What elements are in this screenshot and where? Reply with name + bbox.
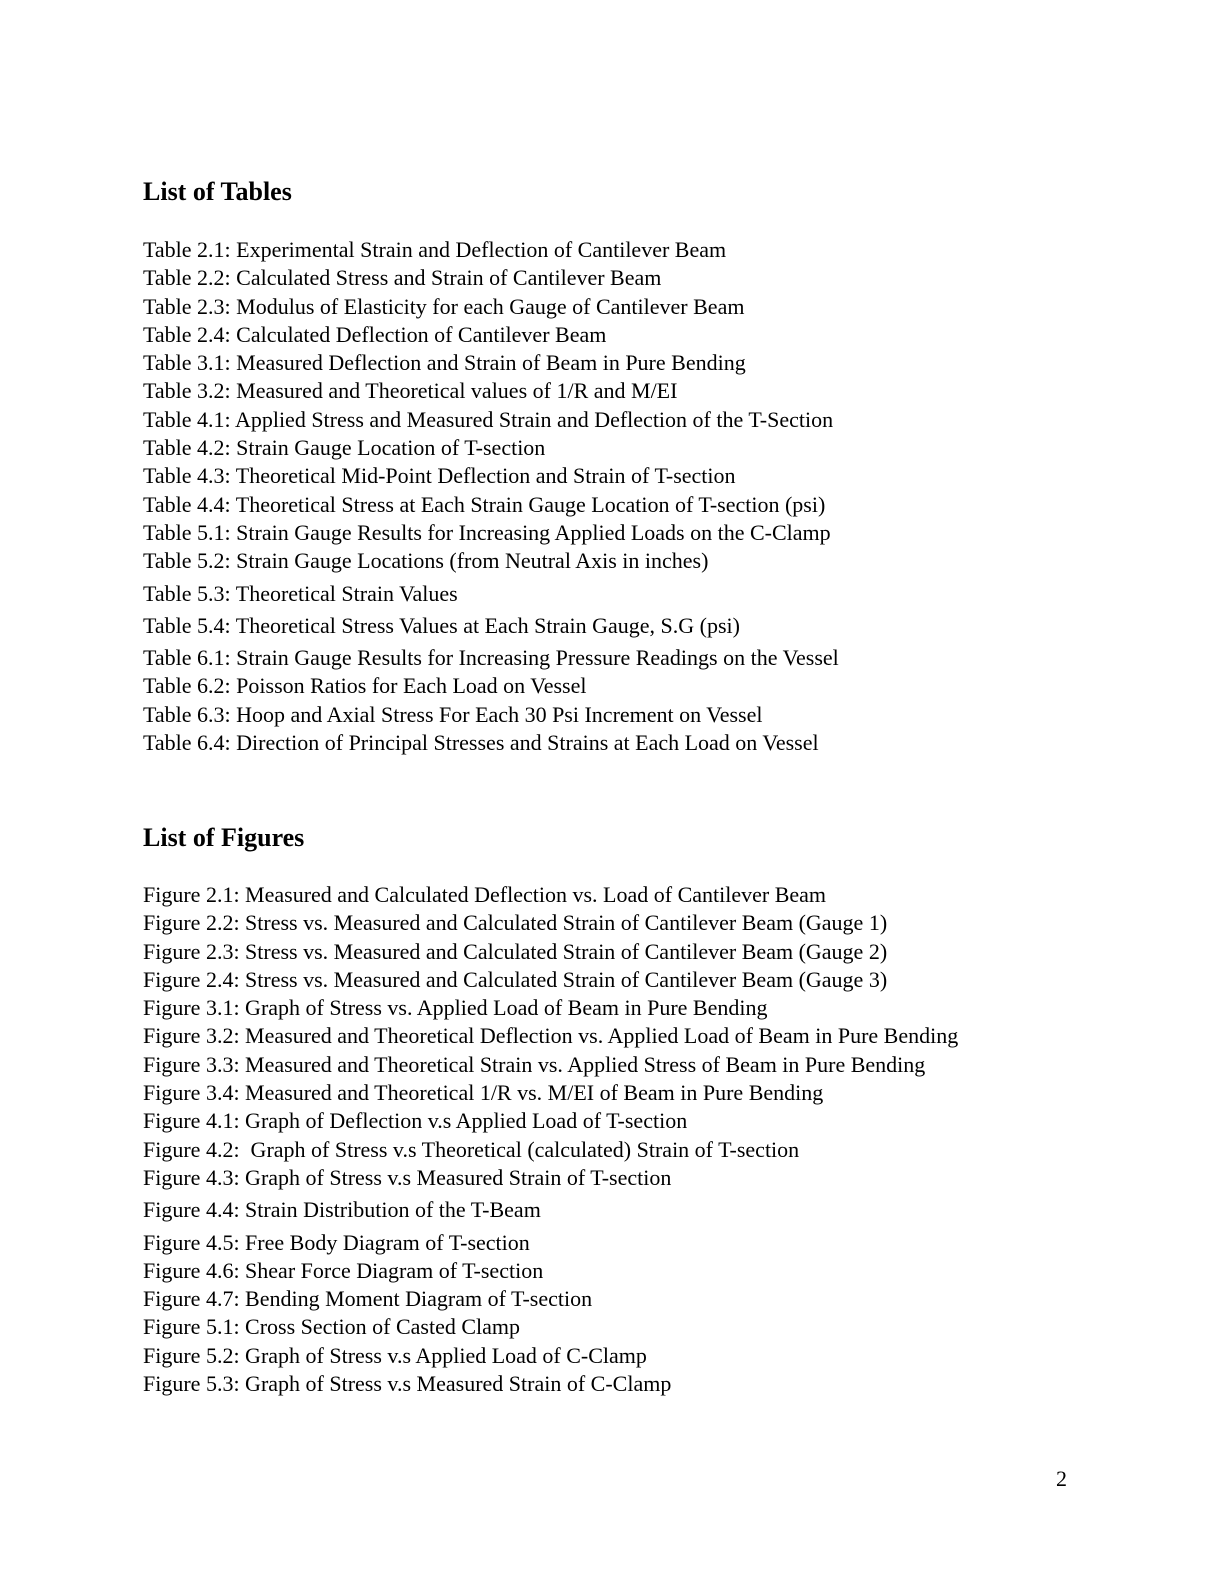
list-item: Table 6.3: Hoop and Axial Stress For Each 30 Psi Increment on Vessel (143, 701, 763, 727)
list-item: Table 5.2: Strain Gauge Locations (from Neutral Axis in inches) (143, 548, 709, 574)
list-item: Table 2.3: Modulus of Elasticity for each Gauge of Cantilever Beam (143, 293, 745, 319)
list-item: Figure 3.4: Measured and Theoretical 1/R vs. M/EI of Beam in Pure Bending (143, 1080, 824, 1106)
list-item: Table 2.1: Experimental Strain and Deflection of Cantilever Beam (143, 237, 727, 262)
list-of-figures (143, 881, 958, 1398)
list-item: Figure 5.3: Graph of Stress v.s Measured Strain of C-Clamp (143, 1371, 672, 1397)
list-item: Figure 3.3: Measured and Theoretical Strain vs. Applied Stress of Beam in Pure Bending (143, 1051, 926, 1077)
list-item: Figure 2.2: Stress vs. Measured and Calculated Strain of Cantilever Beam (Gauge 1) (143, 910, 888, 936)
list-item: Table 6.4: Direction of Principal Stresses and Strains at Each Load on Vessel (143, 730, 819, 756)
list-item: Figure 3.2: Measured and Theoretical Deflection vs. Applied Load of Beam in Pure Bending (143, 1023, 959, 1049)
list-item: Table 5.3: Theoretical Strain Values (143, 580, 458, 606)
list-of-tables-heading: List of Tables (143, 177, 292, 206)
list-item: Figure 4.4: Strain Distribution of the T-Beam (143, 1197, 541, 1223)
list-item: Table 5.1: Strain Gauge Results for Increasing Applied Loads on the C-Clamp (143, 519, 831, 545)
list-item: Figure 4.7: Bending Moment Diagram of T-section (143, 1286, 593, 1312)
list-item: Table 3.1: Measured Deflection and Strain of Beam in Pure Bending (143, 350, 746, 376)
list-item: Figure 5.1: Cross Section of Casted Clamp (143, 1314, 521, 1340)
list-item: Table 4.3: Theoretical Mid-Point Deflection and Strain of T-section (143, 463, 736, 489)
list-item: Figure 4.5: Free Body Diagram of T-section (143, 1229, 530, 1255)
page-number: 2 (1056, 1466, 1067, 1491)
list-of-figures-heading: List of Figures (143, 823, 305, 852)
list-item: Table 4.2: Strain Gauge Location of T-section (143, 435, 546, 461)
list-item: Figure 4.6: Shear Force Diagram of T-section (143, 1257, 544, 1283)
list-item: Figure 4.1: Graph of Deflection v.s Applied Load of T-section (143, 1108, 688, 1134)
list-of-tables (143, 236, 839, 757)
list-item: Figure 3.1: Graph of Stress vs. Applied Load of Beam in Pure Bending (143, 995, 768, 1021)
list-item: Figure 5.2: Graph of Stress v.s Applied Load of C-Clamp (143, 1342, 647, 1368)
list-item: Table 4.1: Applied Stress and Measured Strain and Deflection of the T-Section (143, 406, 834, 432)
list-item: Figure 2.4: Stress vs. Measured and Calculated Strain of Cantilever Beam (Gauge 3) (143, 966, 888, 992)
list-item: Figure 4.2: Graph of Stress v.s Theoretical (calculated) Strain of T-section (143, 1136, 800, 1162)
list-item: Table 2.4: Calculated Deflection of Cantilever Beam (143, 321, 607, 347)
list-item: Table 2.2: Calculated Stress and Strain of Cantilever Beam (143, 265, 662, 291)
list-item: Table 6.1: Strain Gauge Results for Increasing Pressure Readings on the Vessel (143, 645, 839, 671)
list-item: Figure 4.3: Graph of Stress v.s Measured Strain of T-section (143, 1164, 672, 1190)
list-item: Table 5.4: Theoretical Stress Values at Each Strain Gauge, S.G (psi) (143, 612, 740, 638)
list-item: Table 6.2: Poisson Ratios for Each Load on Vessel (143, 673, 587, 699)
list-item: Figure 2.1: Measured and Calculated Deflection vs. Load of Cantilever Beam (143, 882, 827, 907)
list-item: Figure 2.3: Stress vs. Measured and Calculated Strain of Cantilever Beam (Gauge 2) (143, 938, 888, 964)
list-item: Table 4.4: Theoretical Stress at Each Strain Gauge Location of T-section (psi) (143, 491, 826, 517)
list-item: Table 3.2: Measured and Theoretical values of 1/R and M/EI (143, 378, 678, 404)
